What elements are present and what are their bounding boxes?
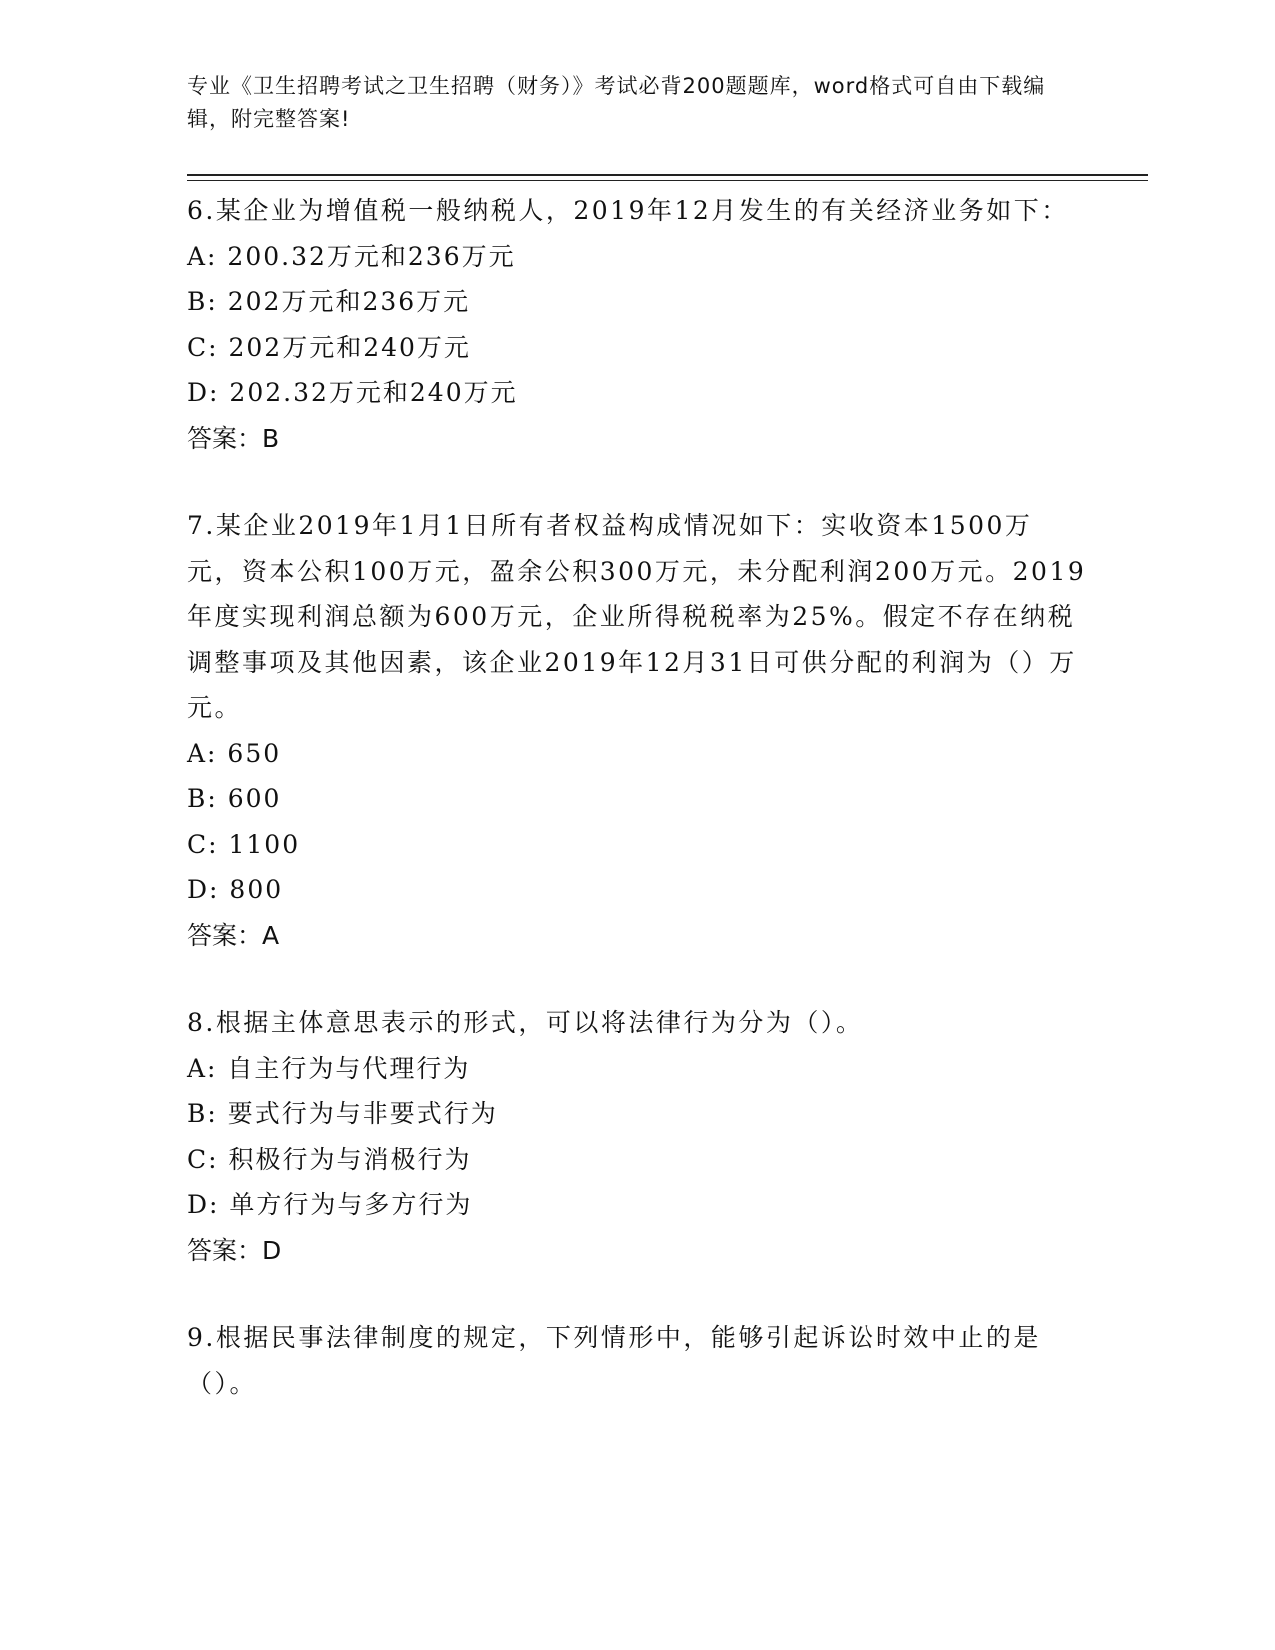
option-b: B: 202万元和236万元 xyxy=(187,287,471,316)
question-text: 7.某企业2019年1月1日所有者权益构成情况如下：实收资本1500万元，资本公积100万元，盈余公积300万元，未分配利润200万元。2019年度实现利润总额为600万元，企业所得税税率为25%。假定不存在纳税调整事项及其他因素，该企业2019年12月31日可供分配的利润为（）万元。 xyxy=(187,511,1087,722)
answer-label: 答案：A xyxy=(187,920,280,950)
question-text: 8.根据主体意思表示的形式，可以将法律行为分为（）。 xyxy=(187,1008,864,1037)
document-header xyxy=(187,70,1067,136)
question-7 xyxy=(187,503,1087,958)
option-d: D: 单方行为与多方行为 xyxy=(187,1190,473,1219)
option-a: A: 650 xyxy=(187,738,282,768)
option-c: C: 1100 xyxy=(187,829,301,859)
option-b: B: 600 xyxy=(187,784,282,813)
question-9 xyxy=(187,1315,1087,1406)
option-d: D: 800 xyxy=(187,875,284,904)
header-intro-text: 专业《卫生招聘考试之卫生招聘（财务）》考试必背200题题库，word格式可自由下载编辑，附完整答案! xyxy=(187,74,1046,131)
question-text: 6.某企业为增值税一般纳税人，2019年12月发生的有关经济业务如下： xyxy=(187,196,1069,225)
option-d: D: 202.32万元和240万元 xyxy=(187,378,518,407)
option-c: C: 积极行为与消极行为 xyxy=(187,1144,472,1174)
answer-label: 答案：B xyxy=(187,423,280,453)
option-b: B: 要式行为与非要式行为 xyxy=(187,1099,498,1128)
question-text: 9.根据民事法律制度的规定，下列情形中，能够引起诉讼时效中止的是（）。 xyxy=(187,1323,1041,1398)
header-divider-thick xyxy=(187,174,1148,176)
option-a: A: 200.32万元和236万元 xyxy=(187,241,516,271)
question-list xyxy=(187,188,1087,1448)
header-divider-thin xyxy=(187,180,1148,181)
option-a: A: 自主行为与代理行为 xyxy=(187,1053,471,1083)
option-c: C: 202万元和240万元 xyxy=(187,332,471,362)
answer-label: 答案：D xyxy=(187,1235,282,1265)
question-8 xyxy=(187,1000,1087,1273)
question-6 xyxy=(187,188,1087,461)
